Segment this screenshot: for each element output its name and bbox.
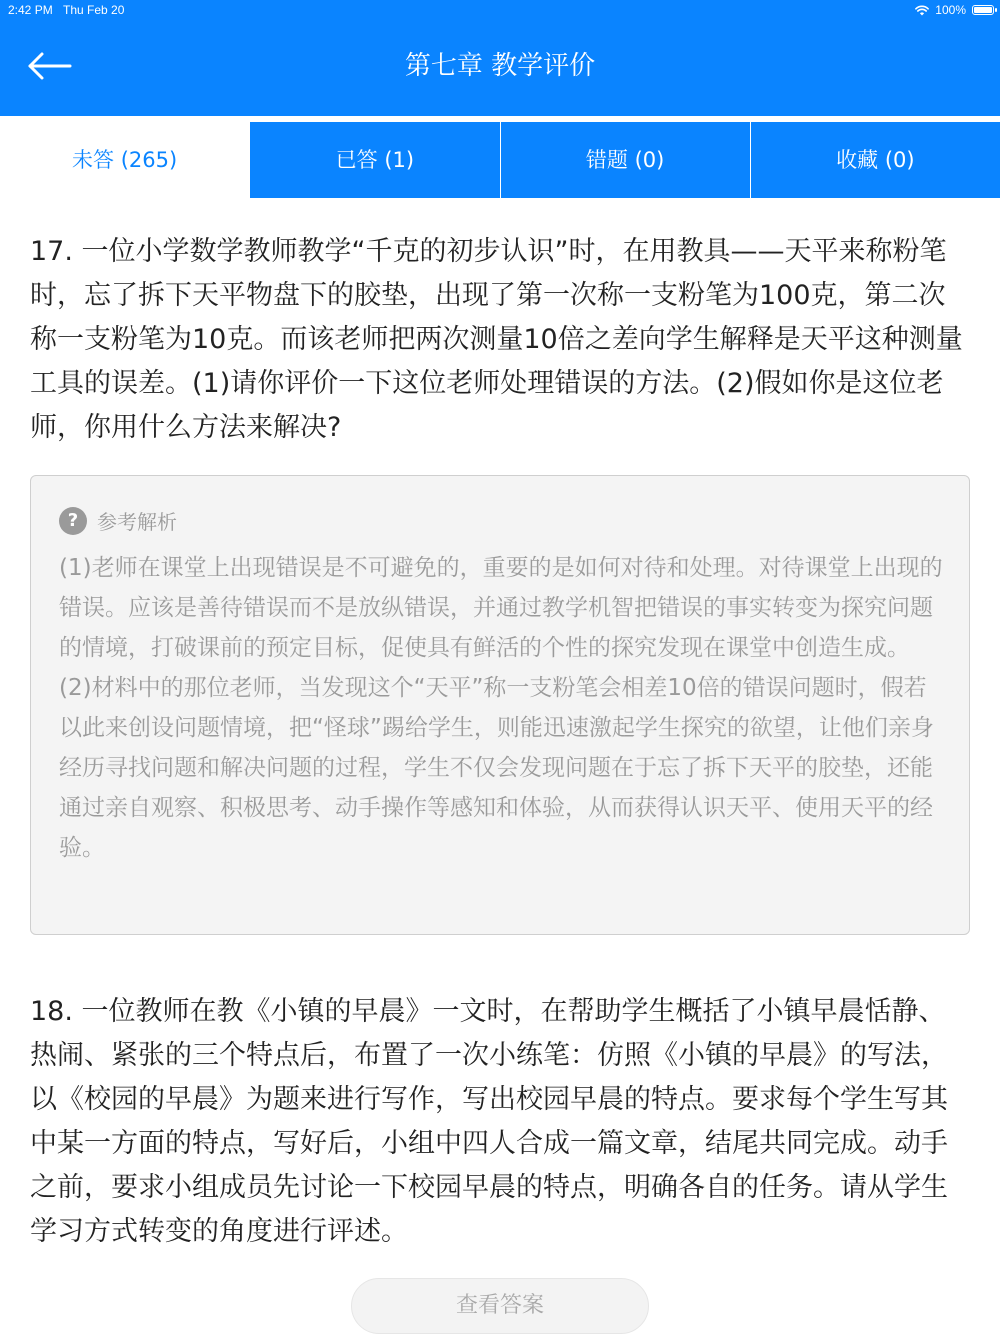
back-button[interactable] [24, 44, 80, 88]
status-date: Thu Feb 20 [63, 3, 125, 17]
analysis-label: 参考解析 [97, 510, 177, 534]
analysis-header [59, 506, 177, 535]
battery-icon [972, 5, 994, 15]
arrow-left-icon [24, 73, 72, 92]
analysis-paragraph: (2)材料中的那位老师，当发现这个“天平”称一支粉笔会相差10倍的错误问题时，假若以此来创设问题情境，把“怪球”踢给学生，则能迅速激起学生探究的欲望，让他们亲身经历寻找问题和解决问题的过程，学生不仅会发现问题在于忘了拆下天平的胶垫，还能通过亲自观察、积极思考、动手操作等感知和体验，从而获得认识天平、使用天平的经验。 [59, 675, 934, 861]
question-17-text: 17. 一位小学数学教师教学“千克的初步认识”时，在用教具——天平来称粉笔时，忘了拆下天平物盘下的胶垫，出现了第一次称一支粉笔为100克，第二次称一支粉笔为10克。而该老师把两次测量10倍之差向学生解释是天平这种测量工具的误差。(1)请你评价一下这位老师处理错误的方法。(2)假如你是这位老师，你用什么方法来解决? [30, 236, 963, 443]
question-18-text: 18. 一位教师在教《小镇的早晨》一文时，在帮助学生概括了小镇早晨恬静、热闹、紧张的三个特点后，布置了一次小练笔：仿照《小镇的早晨》的写法，以《校园的早晨》为题来进行写作，写出校园早晨的特点。要求每个学生写其中某一方面的特点，写好后，小组中四人合成一篇文章，结尾共同完成。动手之前，要求小组成员先讨论一下校园早晨的特点，明确各自的任务。请从学生学习方式转变的角度进行评述。 [30, 996, 948, 1247]
top-bar [0, 0, 1000, 116]
status-right [915, 3, 966, 17]
question-circle-icon: ? [59, 507, 87, 535]
analysis-paragraph: (1)老师在课堂上出现错误是不可避免的，重要的是如何对待和处理。对待课堂上出现的错误。应该是善待错误而不是放纵错误，并通过教学机智把错误的事实转变为探究问题的情境，打破课前的预定目标，促使具有鲜活的个性的探究发现在课堂中创造生成。 [59, 555, 943, 661]
wifi-icon [915, 5, 929, 16]
view-answer-button[interactable]: 查看答案 [351, 1278, 649, 1334]
tab-answered[interactable]: 已答 (1) [249, 122, 499, 198]
tab-wrong[interactable]: 错题 (0) [500, 122, 750, 198]
tab-favorites[interactable]: 收藏 (0) [750, 122, 1000, 198]
page-title: 第七章 教学评价 [404, 51, 596, 81]
status-bar [0, 0, 1000, 22]
analysis-text [59, 548, 949, 868]
battery-percentage: 100% [935, 3, 966, 17]
analysis-panel [30, 475, 970, 935]
tab-unanswered[interactable]: 未答 (265) [0, 122, 249, 198]
status-time: 2:42 PM [8, 3, 53, 17]
tab-bar [0, 122, 1000, 198]
